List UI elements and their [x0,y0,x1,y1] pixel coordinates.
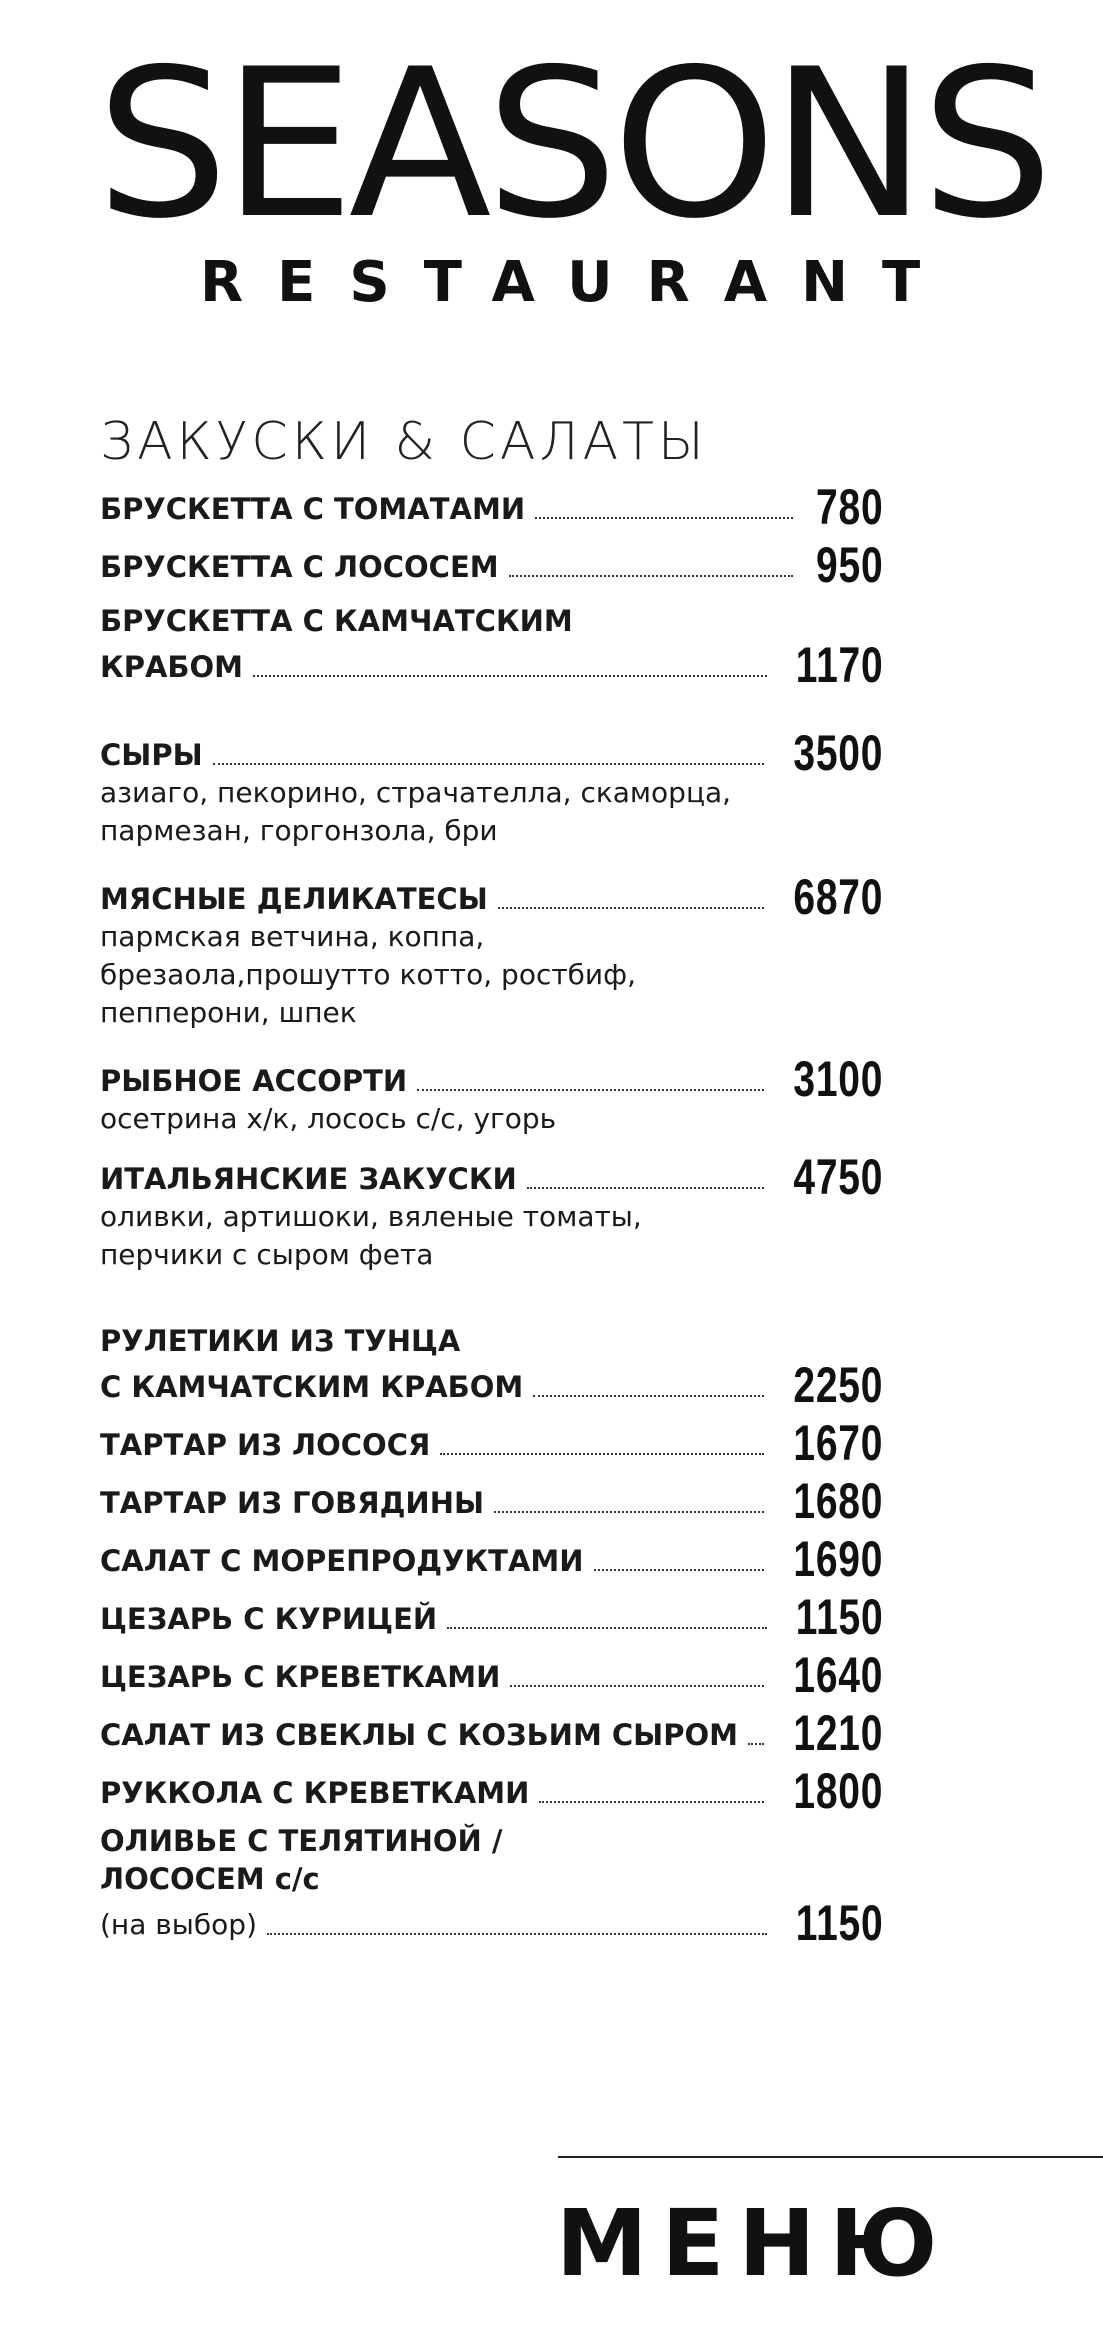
menu-item [100,1763,883,1819]
item-price: 1670 [793,1415,883,1471]
menu-item [100,1822,883,1951]
dot-leader [535,517,792,519]
item-name-line: ОЛИВЬЕ С ТЕЛЯТИНОЙ / [100,1824,503,1858]
item-description: осетрина х/к, лосось с/с, угорь [100,1102,557,1135]
menu-item [100,1589,883,1645]
dot-leader [267,1933,767,1935]
dot-leader [447,1627,766,1629]
footer-title: МЕНЮ [556,2190,952,2297]
item-description: оливки, артишоки, вяленые томаты, [100,1200,642,1233]
item-name: ТАРТАР ИЗ ЛОСОСЯ [100,1428,431,1462]
item-price: 4750 [793,1149,883,1205]
item-description: брезаола,прошутто котто, ростбиф, [100,958,636,991]
item-description: перчики с сыром фета [100,1238,434,1271]
dot-leader [417,1089,764,1091]
menu-item [100,869,883,1032]
brand-name: SEASONS [96,26,1048,264]
menu-item [100,479,883,535]
item-description: пармезан, горгонзола, бри [100,814,498,847]
item-price: 6870 [793,869,883,925]
menu-item [100,1051,883,1138]
item-name: КРАБОМ [100,650,244,684]
item-price: 1150 [795,1589,883,1645]
item-name: САЛАТ ИЗ СВЕКЛЫ С КОЗЬИМ СЫРОМ [100,1718,738,1752]
item-description: азиаго, пекорино, страчателла, скаморца, [100,776,732,809]
menu-item [100,1705,883,1761]
item-name: ИТАЛЬЯНСКИЕ ЗАКУСКИ [100,1162,517,1196]
dot-leader [527,1187,764,1189]
item-name-line: БРУСКЕТТА С КАМЧАТСКИМ [100,604,573,638]
menu-item [100,1415,883,1471]
item-name: ЦЕЗАРЬ С КРЕВЕТКАМИ [100,1660,501,1694]
item-name: САЛАТ С МОРЕПРОДУКТАМИ [100,1544,584,1578]
menu-item [100,1473,883,1529]
item-description: пармская ветчина, коппа, [100,920,485,953]
dot-leader [509,575,793,577]
item-name: РУККОЛА С КРЕВЕТКАМИ [100,1776,530,1810]
dot-leader [594,1569,764,1571]
dot-leader [213,763,764,765]
item-name: РЫБНОЕ АССОРТИ [100,1064,408,1098]
item-price: 3500 [793,725,883,781]
menu-item [100,602,883,693]
item-price: 1680 [793,1473,883,1529]
item-name: МЯСНЫЕ ДЕЛИКАТЕСЫ [100,882,488,916]
footer-divider [558,2156,1103,2158]
menu-item [100,537,883,593]
menu-item [100,1322,883,1413]
menu-item [100,1531,883,1587]
dot-leader [494,1511,764,1513]
item-name: БРУСКЕТТА С ТОМАТАМИ [100,492,526,526]
dot-leader [539,1801,763,1803]
item-name-line: РУЛЕТИКИ ИЗ ТУНЦА [100,1324,461,1358]
item-price: 1690 [793,1531,883,1587]
brand-subtitle: RESTAURANT [200,250,955,315]
dot-leader [253,675,766,677]
menu-item [100,1647,883,1703]
dot-leader [510,1685,763,1687]
item-name: С КАМЧАТСКИМ КРАБОМ [100,1370,524,1404]
item-price: 1170 [795,637,883,693]
item-price: 950 [815,537,883,593]
dot-leader [440,1453,763,1455]
item-price: 1210 [793,1705,883,1761]
item-price: 3100 [793,1051,883,1107]
dot-leader [533,1395,763,1397]
dot-leader [498,907,764,909]
menu-item [100,1149,883,1274]
item-price: 780 [815,479,883,535]
item-name: (на выбор) [100,1908,257,1941]
item-price: 1150 [795,1895,883,1951]
dot-leader [748,1743,764,1745]
section-title: ЗАКУСКИ & САЛАТЫ [100,412,708,472]
menu-item [100,725,883,850]
item-price: 2250 [793,1357,883,1413]
item-name-line: ЛОСОСЕМ с/с [100,1862,320,1896]
item-description: пепперони, шпек [100,996,357,1029]
item-price: 1800 [793,1763,883,1819]
item-price: 1640 [793,1647,883,1703]
item-name: ЦЕЗАРЬ С КУРИЦЕЙ [100,1602,438,1636]
item-name: ТАРТАР ИЗ ГОВЯДИНЫ [100,1486,485,1520]
item-name: БРУСКЕТТА С ЛОСОСЕМ [100,550,499,584]
item-name: СЫРЫ [100,738,203,772]
